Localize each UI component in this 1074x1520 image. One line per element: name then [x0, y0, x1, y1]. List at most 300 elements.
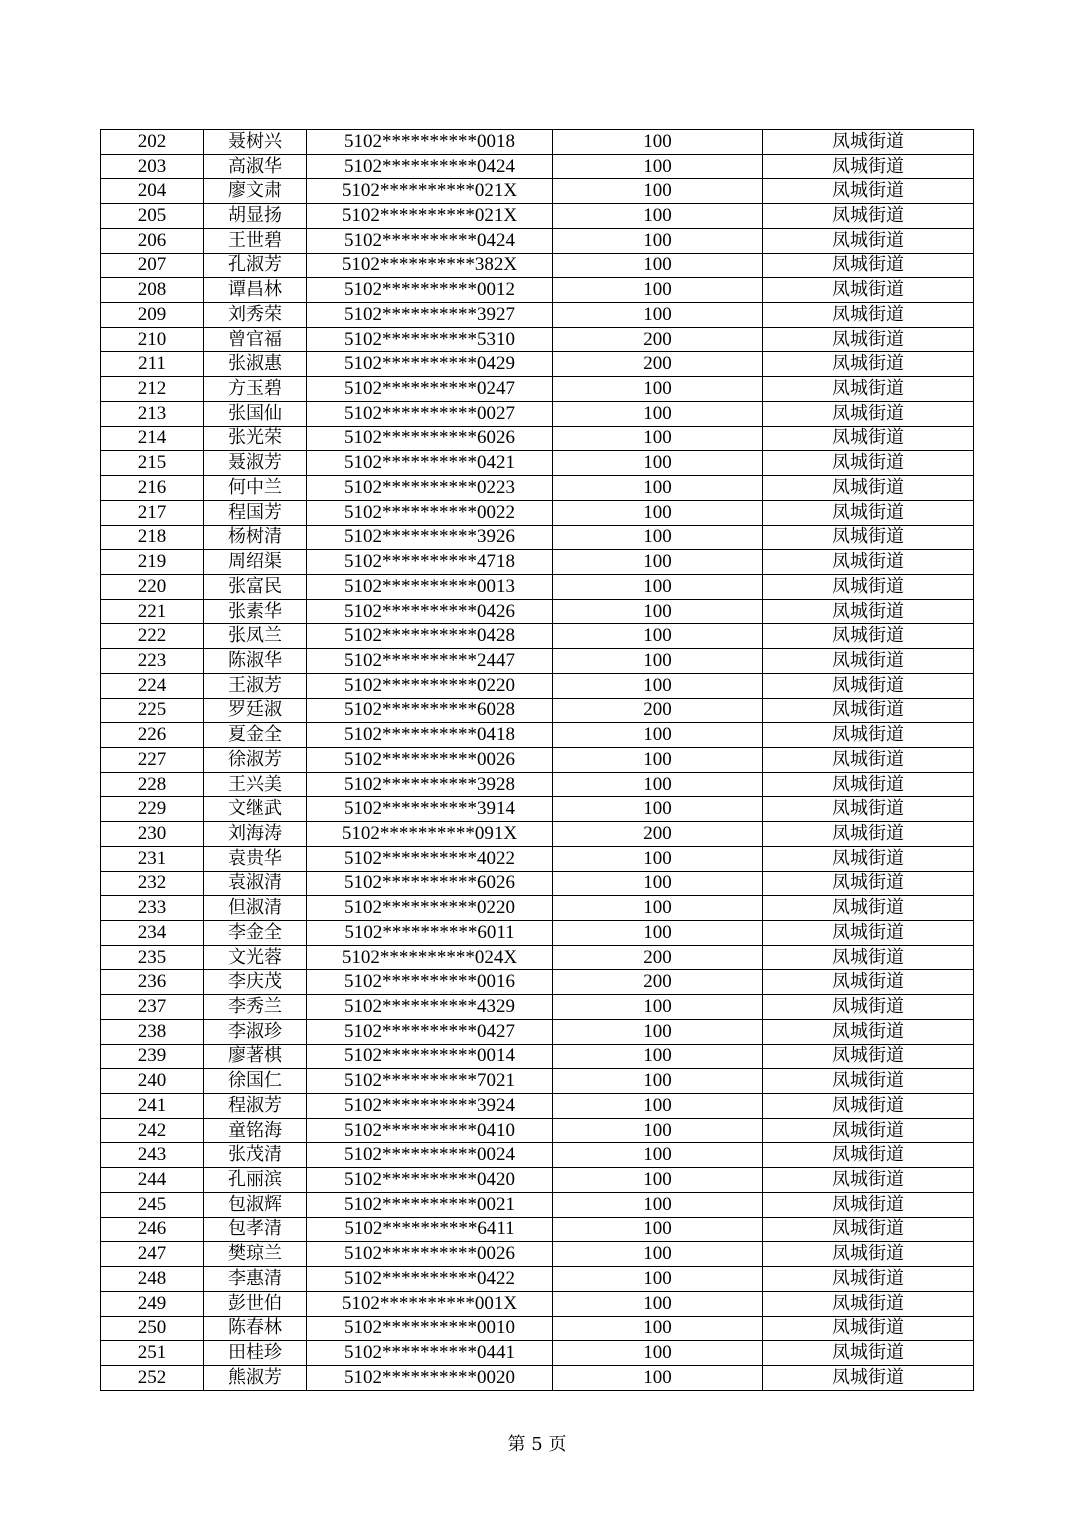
cell-area: 凤城街道	[763, 995, 974, 1020]
table-row	[101, 525, 974, 550]
cell-area: 凤城街道	[763, 624, 974, 649]
cell-row-number: 229	[101, 797, 204, 822]
cell-row-number: 220	[101, 574, 204, 599]
cell-id-number: 5102**********6011	[307, 921, 553, 946]
cell-row-number: 208	[101, 278, 204, 303]
cell-id-number: 5102**********0020	[307, 1365, 553, 1390]
table-row	[101, 1192, 974, 1217]
cell-name: 徐国仁	[204, 1069, 307, 1094]
cell-id-number: 5102**********0441	[307, 1341, 553, 1366]
cell-name: 张国仙	[204, 401, 307, 426]
cell-area: 凤城街道	[763, 476, 974, 501]
cell-amount: 100	[553, 179, 763, 204]
cell-area: 凤城街道	[763, 649, 974, 674]
cell-id-number: 5102**********6028	[307, 698, 553, 723]
cell-name: 周绍渠	[204, 550, 307, 575]
table-row	[101, 550, 974, 575]
cell-id-number: 5102**********0024	[307, 1143, 553, 1168]
cell-amount: 100	[553, 1291, 763, 1316]
cell-area: 凤城街道	[763, 673, 974, 698]
cell-id-number: 5102**********3928	[307, 772, 553, 797]
cell-amount: 100	[553, 154, 763, 179]
cell-id-number: 5102**********001X	[307, 1291, 553, 1316]
cell-amount: 100	[553, 401, 763, 426]
cell-name: 包淑辉	[204, 1192, 307, 1217]
cell-area: 凤城街道	[763, 130, 974, 155]
cell-name: 文光蓉	[204, 945, 307, 970]
cell-row-number: 224	[101, 673, 204, 698]
cell-name: 孔丽滨	[204, 1168, 307, 1193]
cell-name: 孔淑芳	[204, 253, 307, 278]
cell-amount: 100	[553, 1168, 763, 1193]
cell-amount: 100	[553, 550, 763, 575]
cell-id-number: 5102**********382X	[307, 253, 553, 278]
cell-name: 谭昌林	[204, 278, 307, 303]
cell-name: 李金全	[204, 921, 307, 946]
cell-row-number: 247	[101, 1242, 204, 1267]
cell-id-number: 5102**********3914	[307, 797, 553, 822]
cell-area: 凤城街道	[763, 896, 974, 921]
cell-amount: 100	[553, 797, 763, 822]
table-row	[101, 747, 974, 772]
cell-name: 廖文肃	[204, 179, 307, 204]
table-row	[101, 970, 974, 995]
cell-row-number: 226	[101, 723, 204, 748]
cell-id-number: 5102**********024X	[307, 945, 553, 970]
table-row	[101, 179, 974, 204]
table-row	[101, 624, 974, 649]
cell-row-number: 248	[101, 1267, 204, 1292]
table-row	[101, 945, 974, 970]
cell-amount: 100	[553, 574, 763, 599]
cell-row-number: 210	[101, 327, 204, 352]
table-body	[101, 130, 974, 1391]
cell-id-number: 5102**********6411	[307, 1217, 553, 1242]
cell-area: 凤城街道	[763, 1019, 974, 1044]
cell-id-number: 5102**********0026	[307, 747, 553, 772]
cell-area: 凤城街道	[763, 451, 974, 476]
cell-name: 陈春林	[204, 1316, 307, 1341]
cell-id-number: 5102**********3927	[307, 303, 553, 328]
cell-area: 凤城街道	[763, 599, 974, 624]
table-row	[101, 871, 974, 896]
table-row	[101, 1242, 974, 1267]
cell-name: 袁贵华	[204, 846, 307, 871]
cell-row-number: 230	[101, 822, 204, 847]
cell-area: 凤城街道	[763, 1168, 974, 1193]
cell-row-number: 217	[101, 500, 204, 525]
table-row	[101, 1168, 974, 1193]
cell-row-number: 227	[101, 747, 204, 772]
cell-amount: 100	[553, 1217, 763, 1242]
table-row	[101, 772, 974, 797]
cell-row-number: 204	[101, 179, 204, 204]
cell-row-number: 214	[101, 426, 204, 451]
cell-id-number: 5102**********021X	[307, 179, 553, 204]
cell-area: 凤城街道	[763, 1217, 974, 1242]
table-row	[101, 649, 974, 674]
cell-name: 田桂珍	[204, 1341, 307, 1366]
cell-id-number: 5102**********0422	[307, 1267, 553, 1292]
cell-amount: 100	[553, 673, 763, 698]
cell-row-number: 223	[101, 649, 204, 674]
cell-amount: 200	[553, 327, 763, 352]
cell-amount: 100	[553, 747, 763, 772]
table-row	[101, 1365, 974, 1390]
cell-area: 凤城街道	[763, 352, 974, 377]
cell-row-number: 249	[101, 1291, 204, 1316]
cell-id-number: 5102**********0022	[307, 500, 553, 525]
table-row	[101, 921, 974, 946]
table-row	[101, 1316, 974, 1341]
cell-area: 凤城街道	[763, 253, 974, 278]
table-row	[101, 401, 974, 426]
cell-area: 凤城街道	[763, 747, 974, 772]
cell-row-number: 207	[101, 253, 204, 278]
cell-amount: 100	[553, 1365, 763, 1390]
cell-amount: 100	[553, 649, 763, 674]
cell-area: 凤城街道	[763, 500, 974, 525]
cell-id-number: 5102**********4718	[307, 550, 553, 575]
cell-row-number: 252	[101, 1365, 204, 1390]
cell-id-number: 5102**********6026	[307, 871, 553, 896]
cell-area: 凤城街道	[763, 1143, 974, 1168]
cell-row-number: 211	[101, 352, 204, 377]
cell-name: 高淑华	[204, 154, 307, 179]
cell-name: 李惠清	[204, 1267, 307, 1292]
cell-area: 凤城街道	[763, 797, 974, 822]
table-row	[101, 451, 974, 476]
cell-row-number: 215	[101, 451, 204, 476]
cell-area: 凤城街道	[763, 278, 974, 303]
cell-amount: 100	[553, 1118, 763, 1143]
cell-row-number: 234	[101, 921, 204, 946]
cell-id-number: 5102**********0424	[307, 154, 553, 179]
table-row	[101, 476, 974, 501]
cell-amount: 100	[553, 377, 763, 402]
cell-name: 方玉碧	[204, 377, 307, 402]
cell-id-number: 5102**********0010	[307, 1316, 553, 1341]
beneficiary-table	[100, 129, 974, 1391]
cell-amount: 100	[553, 303, 763, 328]
table-row	[101, 1217, 974, 1242]
table-row	[101, 1094, 974, 1119]
cell-id-number: 5102**********0429	[307, 352, 553, 377]
cell-row-number: 239	[101, 1044, 204, 1069]
cell-id-number: 5102**********0220	[307, 673, 553, 698]
cell-id-number: 5102**********3924	[307, 1094, 553, 1119]
table-row	[101, 822, 974, 847]
cell-id-number: 5102**********5310	[307, 327, 553, 352]
cell-id-number: 5102**********0426	[307, 599, 553, 624]
cell-amount: 100	[553, 253, 763, 278]
cell-id-number: 5102**********0418	[307, 723, 553, 748]
cell-id-number: 5102**********0027	[307, 401, 553, 426]
cell-amount: 100	[553, 1242, 763, 1267]
cell-id-number: 5102**********0012	[307, 278, 553, 303]
cell-name: 程淑芳	[204, 1094, 307, 1119]
cell-id-number: 5102**********0424	[307, 228, 553, 253]
cell-name: 刘秀荣	[204, 303, 307, 328]
cell-amount: 100	[553, 1143, 763, 1168]
cell-amount: 100	[553, 1069, 763, 1094]
cell-name: 包孝清	[204, 1217, 307, 1242]
cell-amount: 100	[553, 871, 763, 896]
table-row	[101, 673, 974, 698]
cell-area: 凤城街道	[763, 723, 974, 748]
table-row	[101, 1019, 974, 1044]
cell-amount: 100	[553, 204, 763, 229]
cell-id-number: 5102**********0014	[307, 1044, 553, 1069]
table-row	[101, 896, 974, 921]
cell-row-number: 216	[101, 476, 204, 501]
cell-row-number: 245	[101, 1192, 204, 1217]
cell-id-number: 5102**********0018	[307, 130, 553, 155]
cell-area: 凤城街道	[763, 1365, 974, 1390]
cell-area: 凤城街道	[763, 921, 974, 946]
cell-row-number: 231	[101, 846, 204, 871]
table-row	[101, 995, 974, 1020]
cell-row-number: 236	[101, 970, 204, 995]
cell-row-number: 233	[101, 896, 204, 921]
cell-row-number: 250	[101, 1316, 204, 1341]
cell-amount: 100	[553, 1192, 763, 1217]
cell-area: 凤城街道	[763, 1291, 974, 1316]
cell-name: 张茂清	[204, 1143, 307, 1168]
cell-area: 凤城街道	[763, 426, 974, 451]
cell-area: 凤城街道	[763, 1094, 974, 1119]
cell-id-number: 5102**********4329	[307, 995, 553, 1020]
cell-name: 王淑芳	[204, 673, 307, 698]
cell-name: 王兴美	[204, 772, 307, 797]
cell-id-number: 5102**********0223	[307, 476, 553, 501]
cell-amount: 100	[553, 451, 763, 476]
cell-id-number: 5102**********0427	[307, 1019, 553, 1044]
table-row	[101, 352, 974, 377]
page-number: 第 5 页	[507, 1434, 567, 1455]
cell-id-number: 5102**********0428	[307, 624, 553, 649]
cell-amount: 100	[553, 624, 763, 649]
cell-row-number: 206	[101, 228, 204, 253]
cell-area: 凤城街道	[763, 401, 974, 426]
cell-name: 袁淑清	[204, 871, 307, 896]
table-row	[101, 797, 974, 822]
cell-id-number: 5102**********7021	[307, 1069, 553, 1094]
cell-id-number: 5102**********0021	[307, 1192, 553, 1217]
cell-id-number: 5102**********0410	[307, 1118, 553, 1143]
cell-row-number: 242	[101, 1118, 204, 1143]
cell-name: 熊淑芳	[204, 1365, 307, 1390]
cell-name: 李淑珍	[204, 1019, 307, 1044]
cell-name: 樊琼兰	[204, 1242, 307, 1267]
cell-amount: 100	[553, 1044, 763, 1069]
cell-area: 凤城街道	[763, 1242, 974, 1267]
cell-name: 文继武	[204, 797, 307, 822]
cell-row-number: 202	[101, 130, 204, 155]
cell-row-number: 213	[101, 401, 204, 426]
cell-name: 聂树兴	[204, 130, 307, 155]
cell-amount: 100	[553, 599, 763, 624]
table-row	[101, 154, 974, 179]
table-row	[101, 303, 974, 328]
cell-id-number: 5102**********0013	[307, 574, 553, 599]
cell-area: 凤城街道	[763, 204, 974, 229]
cell-name: 张凤兰	[204, 624, 307, 649]
cell-area: 凤城街道	[763, 822, 974, 847]
cell-row-number: 237	[101, 995, 204, 1020]
table-row	[101, 228, 974, 253]
table-row	[101, 599, 974, 624]
cell-row-number: 232	[101, 871, 204, 896]
table-row	[101, 1143, 974, 1168]
table-row	[101, 846, 974, 871]
cell-amount: 100	[553, 995, 763, 1020]
cell-row-number: 219	[101, 550, 204, 575]
table-row	[101, 130, 974, 155]
cell-id-number: 5102**********6026	[307, 426, 553, 451]
cell-area: 凤城街道	[763, 1316, 974, 1341]
cell-name: 廖著棋	[204, 1044, 307, 1069]
cell-name: 童铭海	[204, 1118, 307, 1143]
cell-name: 刘海涛	[204, 822, 307, 847]
cell-amount: 100	[553, 846, 763, 871]
cell-row-number: 209	[101, 303, 204, 328]
table-row	[101, 1118, 974, 1143]
cell-amount: 100	[553, 896, 763, 921]
cell-name: 但淑清	[204, 896, 307, 921]
beneficiary-table-container	[100, 129, 973, 1391]
cell-name: 徐淑芳	[204, 747, 307, 772]
cell-amount: 100	[553, 228, 763, 253]
cell-name: 李庆茂	[204, 970, 307, 995]
cell-id-number: 5102**********0421	[307, 451, 553, 476]
cell-row-number: 246	[101, 1217, 204, 1242]
table-row	[101, 204, 974, 229]
cell-name: 聂淑芳	[204, 451, 307, 476]
cell-row-number: 221	[101, 599, 204, 624]
cell-row-number: 241	[101, 1094, 204, 1119]
table-row	[101, 327, 974, 352]
cell-area: 凤城街道	[763, 1267, 974, 1292]
cell-id-number: 5102**********0026	[307, 1242, 553, 1267]
table-row	[101, 574, 974, 599]
cell-row-number: 218	[101, 525, 204, 550]
table-row	[101, 723, 974, 748]
cell-area: 凤城街道	[763, 154, 974, 179]
cell-id-number: 5102**********0220	[307, 896, 553, 921]
cell-area: 凤城街道	[763, 970, 974, 995]
cell-row-number: 238	[101, 1019, 204, 1044]
cell-id-number: 5102**********2447	[307, 649, 553, 674]
cell-amount: 100	[553, 130, 763, 155]
cell-name: 张光荣	[204, 426, 307, 451]
cell-amount: 100	[553, 1019, 763, 1044]
cell-name: 夏金全	[204, 723, 307, 748]
cell-area: 凤城街道	[763, 698, 974, 723]
cell-amount: 200	[553, 945, 763, 970]
cell-area: 凤城街道	[763, 772, 974, 797]
cell-amount: 100	[553, 1267, 763, 1292]
cell-name: 胡显扬	[204, 204, 307, 229]
cell-area: 凤城街道	[763, 179, 974, 204]
cell-name: 程国芳	[204, 500, 307, 525]
table-row	[101, 1291, 974, 1316]
cell-row-number: 222	[101, 624, 204, 649]
cell-area: 凤城街道	[763, 525, 974, 550]
cell-amount: 100	[553, 525, 763, 550]
cell-area: 凤城街道	[763, 945, 974, 970]
table-row	[101, 1267, 974, 1292]
cell-area: 凤城街道	[763, 228, 974, 253]
cell-area: 凤城街道	[763, 327, 974, 352]
table-row	[101, 278, 974, 303]
cell-row-number: 212	[101, 377, 204, 402]
cell-area: 凤城街道	[763, 871, 974, 896]
cell-id-number: 5102**********3926	[307, 525, 553, 550]
cell-name: 何中兰	[204, 476, 307, 501]
cell-name: 张富民	[204, 574, 307, 599]
cell-area: 凤城街道	[763, 377, 974, 402]
cell-row-number: 244	[101, 1168, 204, 1193]
cell-area: 凤城街道	[763, 303, 974, 328]
cell-id-number: 5102**********4022	[307, 846, 553, 871]
table-row	[101, 1069, 974, 1094]
cell-amount: 100	[553, 476, 763, 501]
cell-row-number: 251	[101, 1341, 204, 1366]
cell-id-number: 5102**********021X	[307, 204, 553, 229]
cell-row-number: 203	[101, 154, 204, 179]
cell-row-number: 235	[101, 945, 204, 970]
cell-area: 凤城街道	[763, 550, 974, 575]
cell-id-number: 5102**********091X	[307, 822, 553, 847]
cell-amount: 100	[553, 426, 763, 451]
cell-name: 曾官福	[204, 327, 307, 352]
cell-amount: 100	[553, 1341, 763, 1366]
cell-row-number: 205	[101, 204, 204, 229]
cell-area: 凤城街道	[763, 1192, 974, 1217]
cell-name: 彭世伯	[204, 1291, 307, 1316]
cell-amount: 200	[553, 698, 763, 723]
cell-amount: 100	[553, 772, 763, 797]
cell-amount: 100	[553, 921, 763, 946]
cell-name: 王世碧	[204, 228, 307, 253]
cell-amount: 100	[553, 1094, 763, 1119]
cell-row-number: 240	[101, 1069, 204, 1094]
table-row	[101, 1341, 974, 1366]
cell-area: 凤城街道	[763, 1069, 974, 1094]
cell-area: 凤城街道	[763, 846, 974, 871]
cell-row-number: 228	[101, 772, 204, 797]
cell-amount: 200	[553, 352, 763, 377]
cell-amount: 100	[553, 723, 763, 748]
table-row	[101, 377, 974, 402]
table-row	[101, 1044, 974, 1069]
cell-id-number: 5102**********0247	[307, 377, 553, 402]
cell-name: 杨树清	[204, 525, 307, 550]
cell-amount: 100	[553, 1316, 763, 1341]
cell-id-number: 5102**********0016	[307, 970, 553, 995]
cell-area: 凤城街道	[763, 1044, 974, 1069]
cell-area: 凤城街道	[763, 1118, 974, 1143]
cell-area: 凤城街道	[763, 574, 974, 599]
cell-name: 张淑惠	[204, 352, 307, 377]
table-row	[101, 253, 974, 278]
cell-name: 陈淑华	[204, 649, 307, 674]
cell-amount: 100	[553, 278, 763, 303]
cell-name: 李秀兰	[204, 995, 307, 1020]
cell-name: 罗廷淑	[204, 698, 307, 723]
cell-amount: 200	[553, 970, 763, 995]
